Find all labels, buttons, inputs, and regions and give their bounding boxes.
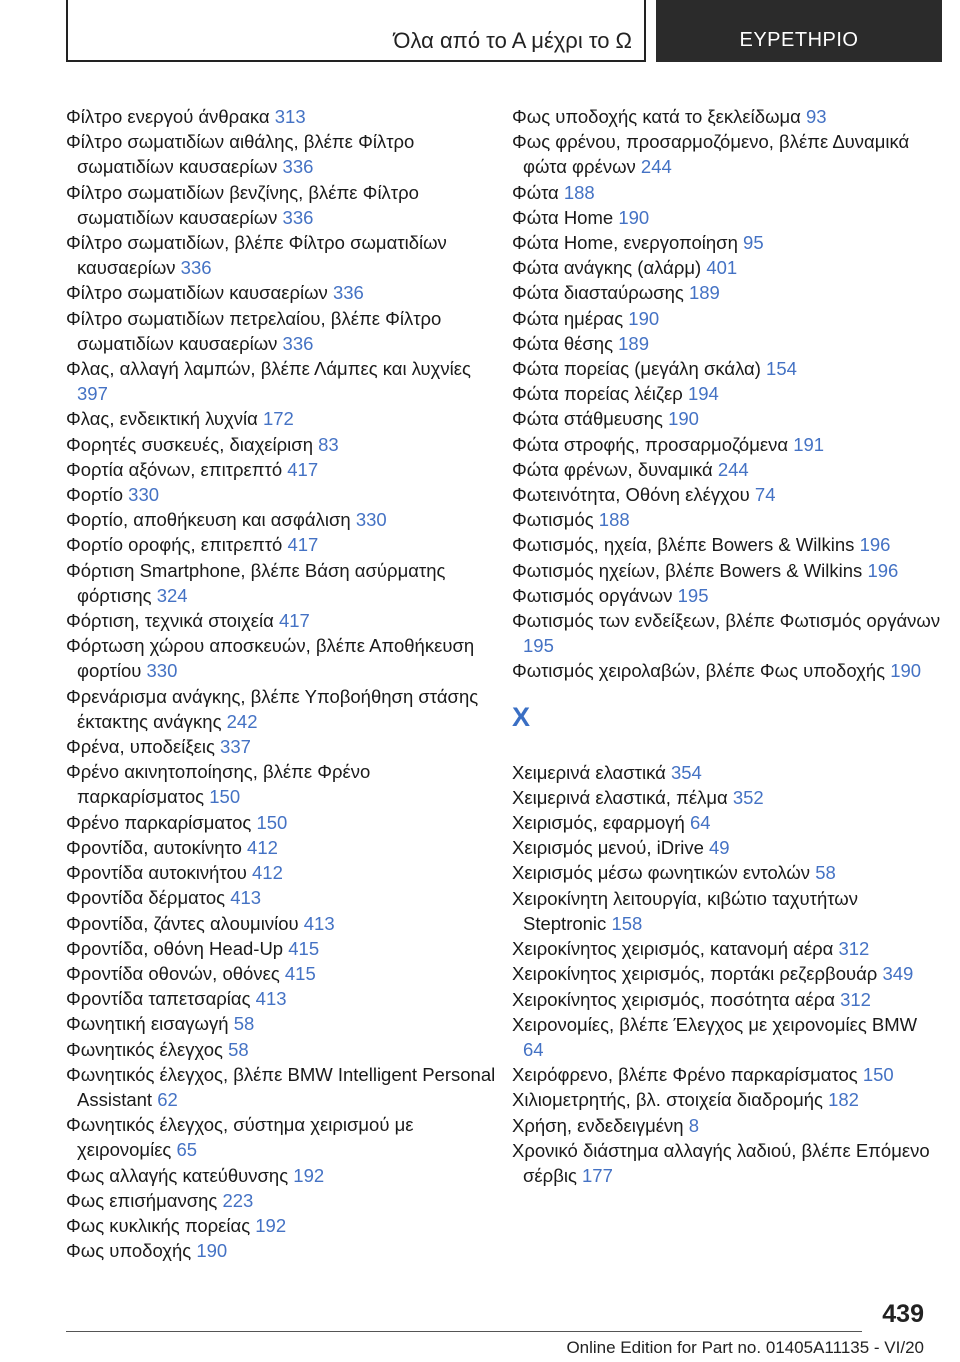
index-entry-page-link[interactable]: 244 (640, 156, 672, 178)
index-entry-text: Φίλτρο σωματιδίων βενζίνης, βλέπε Φίλτρο σωματιδίων καυσαερίων (66, 181, 419, 228)
index-entry-text: Φώτα στροφής, προσαρμοζόμενα (512, 433, 789, 455)
index-entry-page-link[interactable]: 158 (611, 912, 643, 934)
index-entry-page-link[interactable]: 415 (284, 962, 316, 984)
index-entry (512, 482, 942, 507)
index-entry-text: Φορτίο, αποθήκευση και ασφάλιση (66, 509, 351, 531)
index-entry (512, 280, 942, 305)
index-entry-page-link[interactable]: 64 (689, 812, 711, 834)
index-entry-text: Φόρτιση Smartphone, βλέπε Βάση ασύρματης φόρτισης (66, 559, 446, 606)
index-entry (512, 129, 942, 179)
index-entry-page-link[interactable]: 413 (255, 988, 287, 1010)
index-entry (512, 658, 942, 683)
index-entry-page-link[interactable]: 58 (815, 862, 836, 884)
index-entry (512, 936, 942, 961)
index-entry-text: Χειροκίνητος χειρισμός, πορτάκι ρεζερβουάρ (512, 963, 878, 985)
index-entry-text: Χειμερινά ελαστικά (512, 761, 666, 783)
index-entry-page-link[interactable]: 83 (318, 433, 339, 455)
index-entry-page-link[interactable]: 8 (688, 1114, 699, 1136)
index-entry-text: Φόρτωση χώρου αποσκευών, βλέπε Αποθήκευση φορτίου (66, 635, 475, 682)
index-entry (66, 911, 496, 936)
index-entry-page-link[interactable]: 188 (598, 509, 630, 531)
index-entry-text: Φωτισμός, ηχεία, βλέπε Bowers & Wilkins (512, 534, 855, 556)
index-entry-text: Φως κυκλικής πορείας (66, 1214, 251, 1236)
index-entry-page-link[interactable]: 191 (793, 433, 825, 455)
index-entry (512, 810, 942, 835)
index-entry-text: Φορτία αξόνων, επιτρεπτό (66, 458, 283, 480)
index-entry-text: Φωνητική εισαγωγή (66, 1013, 229, 1035)
index-entry-text: Χειρόφρενο, βλέπε Φρένο παρκαρίσματος (512, 1064, 858, 1086)
index-entry-page-link[interactable]: 150 (209, 786, 241, 808)
index-entry (66, 1188, 496, 1213)
index-entry-text: Χειρισμός μέσω φωνητικών εντολών (512, 862, 811, 884)
index-entry-text: Φροντίδα ταπετσαρίας (66, 988, 251, 1010)
index-entry-text: Φροντίδα αυτοκινήτου (66, 862, 247, 884)
index-entry-text: Φλας, ενδεικτική λυχνία (66, 408, 258, 430)
index-entry-text: Φώτα φρένων, δυναμικά (512, 458, 713, 480)
index-entry-text: Φωτισμός των ενδείξεων, βλέπε Φωτισμός οργάνων (512, 610, 941, 632)
index-entry-text: Φρένο παρκαρίσματος (66, 811, 252, 833)
index-entry-page-link[interactable]: 352 (732, 786, 764, 808)
index-entry (512, 230, 942, 255)
index-entry (66, 759, 496, 809)
index-entry-page-link[interactable]: 330 (146, 660, 178, 682)
index-entry-text: Φίλτρο σωματιδίων πετρελαίου, βλέπε Φίλτρο σωματιδίων καυσαερίων (66, 307, 442, 354)
index-entry-page-link[interactable]: 190 (618, 206, 650, 228)
index-entry (512, 558, 942, 583)
index-entry-text: Χρήση, ενδεδειγμένη (512, 1114, 684, 1136)
index-entry-page-link[interactable]: 242 (226, 710, 258, 732)
index-entry (66, 1037, 496, 1062)
index-entry-page-link[interactable]: 336 (180, 257, 212, 279)
index-entry-page-link[interactable]: 95 (743, 232, 764, 254)
index-entry (512, 457, 942, 482)
index-entry-page-link[interactable]: 150 (256, 811, 288, 833)
index-entry-page-link[interactable]: 192 (255, 1214, 287, 1236)
footer-edition-text: Online Edition for Part no. 01405A11135 - VI/20 (566, 1338, 924, 1357)
index-entry-page-link[interactable]: 196 (859, 534, 891, 556)
section-tab (66, 0, 646, 62)
index-entry (66, 1213, 496, 1238)
index-entry-page-link[interactable]: 190 (628, 307, 660, 329)
index-entry (512, 356, 942, 381)
index-entry-text: Φρενάρισμα ανάγκης, βλέπε Υποβοήθηση στάσης έκτακτης ανάγκης (66, 685, 479, 732)
index-entry-text: Φώτα Home (512, 206, 614, 228)
index-entry-page-link[interactable]: 330 (355, 509, 387, 531)
index-entry-text: Φόρτιση, τεχνικά στοιχεία (66, 610, 274, 632)
index-entry-page-link[interactable]: 337 (220, 736, 251, 758)
index-entry-page-link[interactable]: 196 (867, 559, 899, 581)
index-entry-page-link[interactable]: 417 (287, 534, 319, 556)
index-entry-text: Φροντίδα δέρματος (66, 887, 226, 909)
index-entry-text: Φωτισμός οργάνων (512, 584, 673, 606)
index-entry (66, 129, 496, 179)
index-entry-text: Φώτα στάθμευσης (512, 408, 663, 430)
section-letter: Χ (512, 701, 531, 732)
index-entry-page-link[interactable]: 312 (840, 988, 871, 1010)
index-entry (66, 104, 496, 129)
index-entry (512, 1113, 942, 1138)
index-entry (66, 860, 496, 885)
index-entry (66, 180, 496, 230)
index-entry-page-link[interactable]: 330 (128, 484, 160, 506)
index-entry-page-link[interactable]: 313 (274, 106, 306, 127)
index-entry (66, 684, 496, 734)
index-entry (66, 810, 496, 835)
index-entry-page-link[interactable]: 223 (222, 1189, 254, 1211)
index-tab-label: ΕΥΡΕΤΗΡΙΟ (739, 29, 859, 51)
index-entry-page-link[interactable]: 93 (806, 106, 827, 127)
index-entry-page-link[interactable]: 49 (709, 837, 730, 859)
index-entry-text: Φορτίο οροφής, επιτρεπτό (66, 534, 283, 556)
index-entry (66, 507, 496, 532)
index-entry (66, 356, 496, 406)
index-entry-page-link[interactable]: 336 (282, 332, 314, 354)
index-entry (66, 306, 496, 356)
index-entry (512, 987, 942, 1012)
index-column-left (66, 104, 496, 1263)
index-entry (66, 885, 496, 910)
index-entry (66, 1163, 496, 1188)
index-entry-text: Φροντίδα, οθόνη Head-Up (66, 937, 284, 959)
index-entry-page-link[interactable]: 189 (688, 282, 720, 304)
index-entry-text: Χειρισμός μενού, iDrive (512, 837, 704, 859)
index-entry (512, 583, 942, 608)
index-entry-page-link[interactable]: 244 (717, 458, 749, 480)
index-entry-page-link[interactable]: 195 (523, 635, 554, 657)
index-entry-text: Χειμερινά ελαστικά, πέλμα (512, 786, 728, 808)
index-entry-page-link[interactable]: 412 (252, 862, 283, 884)
index-entry-page-link[interactable]: 415 (288, 937, 320, 959)
index-entry-text: Φλας, αλλαγή λαμπών, βλέπε Λάμπες και λυχνίες (66, 358, 471, 380)
index-entry (512, 507, 942, 532)
index-entry-page-link[interactable]: 190 (890, 660, 922, 682)
index-entry-text: Φως φρένου, προσαρμοζόμενο, βλέπε Δυναμικά φώτα φρένων (512, 131, 910, 178)
index-entry (512, 432, 942, 457)
index-entry (66, 432, 496, 457)
index-entry (66, 280, 496, 305)
index-entry-page-link[interactable]: 324 (156, 584, 188, 606)
index-entry-text: Φώτα θέσης (512, 332, 613, 354)
index-entry (512, 306, 942, 331)
index-entry (66, 406, 496, 431)
index-entry (512, 608, 942, 658)
index-entry-text: Φώτα πορείας (μεγάλη σκάλα) (512, 358, 761, 380)
index-entry (512, 1012, 942, 1062)
index-entry (66, 608, 496, 633)
index-entry (512, 835, 942, 860)
index-entry-text: Φωτεινότητα, Οθόνη ελέγχου (512, 484, 750, 506)
index-entry (66, 734, 496, 759)
index-entry (66, 1062, 496, 1112)
index-entry-text: Φροντίδα, ζάντες αλουμινίου (66, 912, 299, 934)
index-entry (512, 1138, 942, 1188)
index-entry-text: Φρένα, υποδείξεις (66, 736, 215, 758)
index-entry-text: Φώτα ημέρας (512, 307, 624, 329)
index-entry-text: Φως αλλαγής κατεύθυνσης (66, 1164, 289, 1186)
index-entry-text: Φώτα (512, 181, 559, 203)
index-entry-page-link[interactable]: 401 (706, 257, 738, 279)
index-entry-page-link[interactable]: 417 (278, 610, 310, 632)
index-entry-text: Φίλτρο ενεργού άνθρακα (66, 106, 270, 127)
index-entry-page-link[interactable]: 64 (523, 1038, 544, 1060)
index-entry-text: Φορητές συσκευές, διαχείριση (66, 433, 313, 455)
index-entry-page-link[interactable]: 182 (828, 1089, 859, 1111)
index-entry-text: Φώτα Home, ενεργοποίηση (512, 232, 738, 254)
index-entry-page-link[interactable]: 195 (677, 584, 709, 606)
footer-divider (66, 1331, 862, 1332)
index-entry-page-link[interactable]: 417 (287, 458, 319, 480)
index-entry (512, 961, 942, 986)
index-entry-page-link[interactable]: 62 (157, 1088, 178, 1110)
index-entry (66, 482, 496, 507)
index-entry-page-link[interactable]: 190 (668, 408, 699, 430)
index-entry-page-link[interactable]: 194 (687, 383, 719, 405)
index-entry-text: Φίλτρο σωματιδίων αιθάλης, βλέπε Φίλτρο σωματιδίων καυσαερίων (66, 131, 415, 178)
index-entry-page-link[interactable]: 58 (233, 1013, 255, 1035)
index-entry-page-link[interactable]: 336 (332, 282, 364, 304)
index-entry (512, 760, 942, 785)
index-entry-text: Φορτίο (66, 484, 124, 506)
index-entry-page-link[interactable]: 336 (282, 156, 314, 178)
index-entry (66, 835, 496, 860)
index-entry-text: Φροντίδα οθονών, οθόνες (66, 962, 280, 984)
index-entry-page-link[interactable]: 189 (618, 332, 649, 354)
index-tab (656, 0, 942, 62)
index-entry-text: Φωτισμός χειρολαβών, βλέπε Φως υποδοχής (512, 660, 886, 682)
index-entry-text: Φώτα πορείας λέιζερ (512, 383, 683, 405)
index-entry-text: Χειρισμός, εφαρμογή (512, 812, 685, 834)
index-entry-page-link[interactable]: 354 (670, 761, 702, 783)
index-entry-text: Φωνητικός έλεγχος (66, 1038, 223, 1060)
index-entry-page-link[interactable]: 150 (862, 1064, 894, 1086)
index-entry (512, 205, 942, 230)
index-entry (512, 104, 942, 129)
index-entry-text: Φροντίδα, αυτοκίνητο (66, 836, 242, 858)
index-entry (512, 532, 942, 557)
index-entry (512, 1087, 942, 1112)
index-column-right (512, 104, 942, 1188)
index-entry (66, 1238, 496, 1263)
index-entry-text: Φρένο ακινητοποίησης, βλέπε Φρένο παρκαρίσματος (66, 761, 371, 808)
index-entry (512, 406, 942, 431)
index-entry-page-link[interactable]: 177 (582, 1164, 613, 1186)
index-entry-page-link[interactable]: 188 (563, 181, 595, 203)
index-entry-text: Φώτα ανάγκης (αλάρμ) (512, 257, 702, 279)
index-entry-page-link[interactable]: 192 (293, 1164, 325, 1186)
index-entry (512, 255, 942, 280)
index-entry-text: Χειροκίνητος χειρισμός, ποσότητα αέρα (512, 988, 835, 1010)
index-entry-page-link[interactable]: 413 (303, 912, 335, 934)
index-entry (512, 886, 942, 936)
section-tab-label: Όλα από το Α μέχρι το Ω (393, 28, 632, 53)
index-entry-page-link[interactable]: 58 (228, 1038, 249, 1060)
index-entry (66, 961, 496, 986)
index-entry-text: Φως επισήμανσης (66, 1189, 218, 1211)
index-entry-page-link[interactable]: 154 (766, 358, 797, 380)
index-entry-text: Φίλτρο σωματιδίων, βλέπε Φίλτρο σωματιδίων καυσαερίων (66, 232, 447, 279)
index-entry (512, 180, 942, 205)
index-entry (66, 936, 496, 961)
index-entry (66, 230, 496, 280)
index-entry (66, 532, 496, 557)
index-entry (512, 331, 942, 356)
index-entry-text: Φως υποδοχής (66, 1240, 192, 1262)
index-entry (66, 457, 496, 482)
index-entry (512, 1062, 942, 1087)
index-entry-page-link[interactable]: 74 (754, 484, 776, 506)
page-number: 439 (882, 1300, 924, 1328)
index-entry-page-link[interactable]: 412 (247, 836, 278, 858)
index-entry-text: Χιλιομετρητής, βλ. στοιχεία διαδρομής (512, 1089, 823, 1111)
index-entry-page-link[interactable]: 172 (262, 408, 294, 430)
index-entry-page-link[interactable]: 349 (882, 963, 914, 985)
index-entry-text: Χειρονομίες, βλέπε Έλεγχος με χειρονομίες BMW (512, 1013, 918, 1035)
index-entry (512, 860, 942, 885)
index-entry-page-link[interactable]: 413 (230, 887, 262, 909)
index-entry (512, 381, 942, 406)
index-entry-page-link[interactable]: 336 (282, 206, 314, 228)
index-entry (512, 785, 942, 810)
index-entry-page-link[interactable]: 397 (77, 383, 108, 405)
index-entry-text: Φωνητικός έλεγχος, βλέπε BMW Intelligent Personal Assistant (66, 1063, 496, 1110)
index-entry-text: Χρονικό διάστημα αλλαγής λαδιού, βλέπε Επόμενο σέρβις (512, 1139, 930, 1186)
index-entry-text: Φωνητικός έλεγχος, σύστημα χειρισμού με χειρονομίες (66, 1114, 414, 1161)
index-entry-page-link[interactable]: 190 (196, 1240, 228, 1262)
index-entry-text: Φώτα διασταύρωσης (512, 282, 684, 304)
index-entry (66, 986, 496, 1011)
index-entry (66, 558, 496, 608)
index-entry (66, 1011, 496, 1036)
index-entry (66, 633, 496, 683)
index-entry-text: Χειροκίνητος χειρισμός, κατανομή αέρα (512, 938, 834, 960)
page-header (66, 0, 942, 62)
index-entry-text: Φίλτρο σωματιδίων καυσαερίων (66, 282, 328, 304)
index-entry-text: Φωτισμός (512, 509, 594, 531)
index-entry-text: Φωτισμός ηχείων, βλέπε Bowers & Wilkins (512, 559, 863, 581)
index-entry (66, 1112, 496, 1162)
index-entry-text: Χειροκίνητη λειτουργία, κιβώτιο ταχυτήτων Steptronic (512, 887, 858, 934)
index-entry-page-link[interactable]: 65 (176, 1139, 198, 1161)
index-entry-page-link[interactable]: 312 (838, 938, 870, 960)
index-entry-text: Φως υποδοχής κατά το ξεκλείδωμα (512, 106, 801, 127)
